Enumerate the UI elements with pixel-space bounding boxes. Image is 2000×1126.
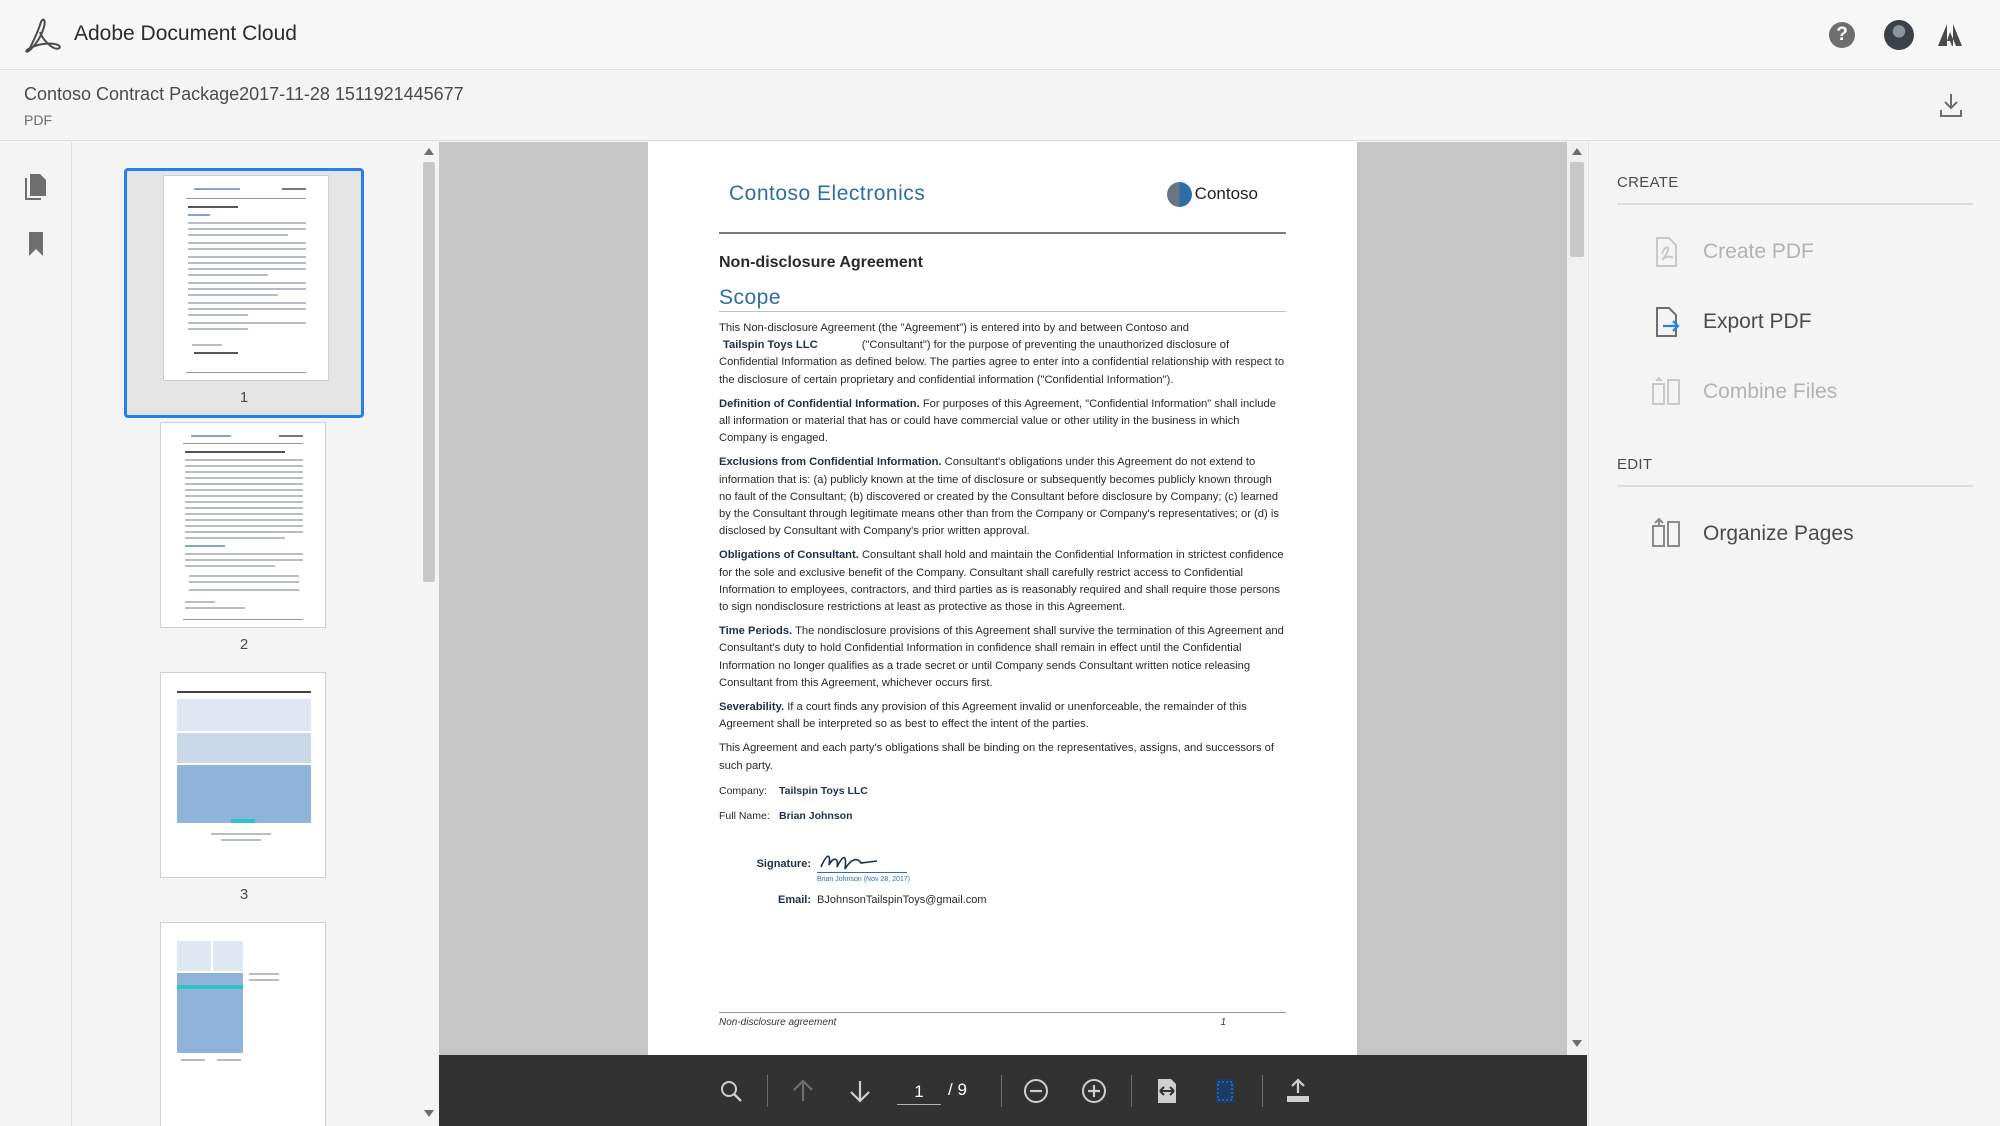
company-row: Company: Tailspin Toys LLC	[719, 784, 868, 797]
top-bar	[0, 0, 2000, 70]
signature-row: Signature: Brian Johnson (Nov 28, 2017)	[749, 849, 1286, 888]
export-pdf-button[interactable]	[1651, 302, 1971, 342]
thumbnail-page-number: 2	[239, 636, 249, 653]
fit-width-icon[interactable]	[1153, 1077, 1181, 1105]
contoso-logo-icon	[1167, 182, 1192, 207]
next-page-icon[interactable]	[846, 1077, 874, 1105]
paragraph: This Agreement and each party's obligations shall be binding on the representatives, assigns, and successors of such party.	[719, 742, 1274, 772]
scroll-down-icon[interactable]	[424, 1110, 434, 1117]
contoso-logo	[1167, 182, 1258, 207]
avatar[interactable]	[1884, 20, 1914, 50]
thumbnail-image	[160, 422, 326, 628]
acrobat-logo-icon[interactable]	[22, 18, 62, 56]
tools-panel	[1588, 142, 2000, 1126]
organize-pages-button[interactable]	[1651, 514, 1971, 554]
zoom-out-icon[interactable]	[1022, 1077, 1050, 1105]
viewer-scrollbar[interactable]	[1567, 142, 1587, 1055]
export-pdf-icon	[1651, 306, 1681, 338]
organize-pages-icon	[1651, 518, 1681, 550]
toolbar-divider	[1131, 1075, 1132, 1107]
thumbnail-image	[160, 922, 326, 1126]
fit-page-icon[interactable]	[1211, 1077, 1239, 1105]
thumbnail-page-1[interactable]	[124, 168, 364, 418]
scrollbar-thumb[interactable]	[423, 162, 435, 582]
edit-heading: EDIT	[1617, 456, 1973, 487]
scroll-down-icon[interactable]	[1572, 1040, 1582, 1047]
thumbnail-page-number: 1	[239, 389, 249, 406]
search-icon[interactable]	[717, 1077, 745, 1105]
scroll-up-icon[interactable]	[424, 148, 434, 155]
paragraph: Severability. If a court finds any provision of this Agreement invalid or unenforceable, the remainder of this Agreement shall be interpreted so as best to effect the intent of the parties.	[719, 701, 1247, 731]
toolbar-divider	[1001, 1075, 1002, 1107]
export-pdf-label: Export PDF	[1703, 310, 1812, 333]
company-heading: Contoso Electronics	[729, 182, 926, 205]
fullname-row: Full Name: Brian Johnson	[719, 810, 853, 823]
footer-page-number: 1	[1220, 1017, 1226, 1028]
help-icon[interactable]: ?	[1829, 22, 1855, 48]
thumbnail-panel	[73, 142, 439, 1126]
create-pdf-icon	[1651, 236, 1681, 268]
document-header	[0, 71, 2000, 141]
page-header	[719, 142, 1286, 234]
thumbnail-page-3[interactable]	[124, 668, 364, 918]
paragraph: Obligations of Consultant. Consultant shall hold and maintain the Confidential Information in strictest confidence for the sole and exclusive benefit of the Company. Consultant shall carefully restrict access to Confidential Information to employees, contractors, and third parties as is reasonably required and shall require those persons to sign nondisclosure restrictions at least as protective as those in this Agreement.	[719, 549, 1284, 614]
thumbnail-page-2[interactable]	[124, 418, 364, 668]
combine-files-icon	[1651, 376, 1681, 408]
fullname-field[interactable]: Brian Johnson	[779, 810, 853, 823]
share-icon[interactable]	[1284, 1077, 1312, 1105]
paragraph: Time Periods. The nondisclosure provisions of this Agreement shall survive the termination of this Agreement and Consultant's duty to hold Confidential Information in confidence shall remain in effect until the Confidential Information no longer qualifies as a trade secret or until Company sends Consultant written notice releasing Consultant from this Agreement, whichever occurs first.	[719, 625, 1284, 689]
email-row: Email: BJohnsonTailspinToys@gmail.com	[777, 894, 987, 907]
adobe-logo-icon[interactable]	[1937, 22, 1963, 48]
document-title: Non-disclosure Agreement	[719, 254, 923, 271]
document-viewer	[439, 142, 1587, 1055]
zoom-in-icon[interactable]	[1080, 1077, 1108, 1105]
consultant-field[interactable]: Tailspin Toys LLC	[723, 339, 818, 352]
scroll-up-icon[interactable]	[1572, 148, 1582, 155]
thumbnail-scrollbar[interactable]	[419, 142, 439, 1126]
organize-pages-label: Organize Pages	[1703, 522, 1854, 545]
paragraph: Exclusions from Confidential Information. Consultant's obligations under this Agreement do not extend to information that is: (a) publicly known at the time of disclosure or subsequently becomes publicly known through no fault of the Consultant; (b) discovered or created by the Consultant before disclosure by Company; (c) learned by the Consultant through legitimate means other than from the Company or Company's representatives; or (d) is disclosed by Consultant with Company's prior written approval.	[719, 456, 1279, 538]
thumbnail-image	[163, 175, 329, 381]
signature-caption: Brian Johnson (Nov 28, 2017)	[817, 876, 910, 884]
combine-files-label: Combine Files	[1703, 380, 1838, 403]
thumbnail-image	[160, 672, 326, 878]
bookmark-icon[interactable]	[24, 230, 48, 258]
scrollbar-thumb[interactable]	[1570, 162, 1584, 257]
pdf-page	[648, 142, 1357, 1055]
paragraph: Definition of Confidential Information. For purposes of this Agreement, "Confidential Information" shall include all information or material that has or could have commercial value or other utility in the business in which Company is engaged.	[719, 397, 1276, 445]
create-pdf-label: Create PDF	[1703, 240, 1814, 263]
toolbar-divider	[1262, 1075, 1263, 1107]
section-heading: Scope	[719, 286, 1286, 312]
agreement-body	[719, 320, 1286, 910]
document-name: Contoso Contract Package2017-11-28 1511921445677	[24, 84, 464, 104]
page-number-input[interactable]	[897, 1079, 941, 1105]
pages-icon[interactable]	[24, 172, 48, 200]
create-pdf-button[interactable]	[1651, 232, 1971, 272]
signature-field[interactable]	[817, 849, 907, 873]
page-total: / 9	[948, 1080, 967, 1099]
combine-files-button[interactable]	[1651, 372, 1971, 412]
left-rail	[0, 142, 72, 1126]
prev-page-icon[interactable]	[789, 1077, 817, 1105]
paragraph: This Non-disclosure Agreement (the "Agreement") is entered into by and between Contoso and Tailspin Toys LLC ("Consultant") for the purpose of preventing the unauthorized disclosure of Confidential Information as defined below. The parties agree to enter into a confidential relationship with respect to the disclosure of certain proprietary and confidential information ("Confidential Information").	[719, 322, 1285, 386]
document-type: PDF	[24, 112, 52, 128]
page-footer: Non-disclosure agreement 1	[719, 1012, 1286, 1028]
viewer-toolbar	[439, 1055, 1587, 1126]
company-field[interactable]: Tailspin Toys LLC	[779, 784, 868, 797]
app-title: Adobe Document Cloud	[74, 22, 297, 45]
email-field[interactable]: BJohnsonTailspinToys@gmail.com	[817, 894, 987, 907]
thumbnail-page-4[interactable]	[124, 918, 364, 1126]
download-icon[interactable]	[1938, 91, 1964, 119]
thumbnail-page-number: 3	[239, 886, 249, 903]
toolbar-divider	[767, 1075, 768, 1107]
create-heading: CREATE	[1617, 174, 1973, 205]
logo-text: Contoso	[1194, 183, 1258, 203]
